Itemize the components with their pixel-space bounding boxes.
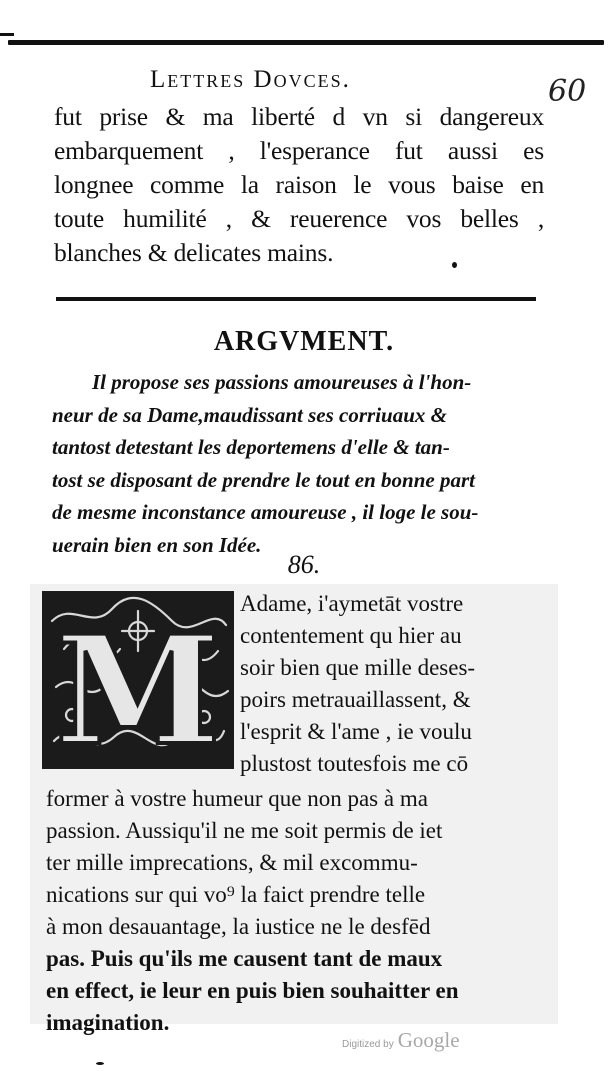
letter-text — [46, 783, 538, 1039]
argument-line: tost se disposant de prendre le tout en bonne part — [52, 467, 475, 492]
text-line: fut prise & ma liberté d vn si dangereux — [54, 102, 544, 131]
ornamental-initial-m — [42, 591, 234, 769]
text-line: blanches & delicates mains. — [54, 238, 334, 267]
letter-number: 86. — [287, 550, 321, 579]
dropcap-letter: M — [54, 603, 222, 769]
text-line: à mon desauantage, la iustice ne le desfēd — [46, 914, 431, 939]
text-line: poirs metrauaillassent, & — [240, 687, 471, 712]
text-line: l'esprit & l'ame , ie voulu — [240, 719, 472, 744]
text-line: Adame, i'aymetāt vostre — [240, 591, 464, 616]
argument-line: uerain bien en son Idée. — [52, 532, 262, 557]
top-rule — [8, 40, 604, 45]
argument-line: de mesme inconstance amoureuse , il loge le sou- — [52, 500, 479, 524]
text-line: pas. Puis qu'ils me causent tant de maux — [46, 946, 443, 971]
digitized-watermark — [342, 1028, 460, 1053]
text-line: en effect, ie leur en puis bien souhaitter en — [46, 978, 459, 1003]
argument-line: tantost detestant les deportemens d'elle & tan- — [52, 435, 450, 459]
text-line: longnee comme la raison le vous baise en — [54, 170, 544, 199]
text-line: imagination. — [46, 1010, 170, 1035]
watermark-prefix: Digitized by — [342, 1039, 394, 1050]
letter-text-beside-initial — [240, 588, 538, 780]
argument-line: Il propose ses passions amoureuses à l'hon- — [92, 370, 472, 394]
text-line: ter mille imprecations, & mil excommu- — [46, 850, 418, 875]
previous-letter-ending — [54, 100, 544, 270]
section-rule — [56, 297, 536, 301]
argument-line: neur de sa Dame,maudissant ses corriuaux & — [52, 402, 447, 427]
page-number: 60 — [548, 74, 587, 109]
watermark-brand: Google — [397, 1028, 460, 1052]
argument-heading: ARGVMENT. — [213, 326, 395, 357]
running-head: Lettres Dovces. — [150, 66, 351, 93]
text-line: embarquement , l'esperance fut aussi es — [54, 136, 544, 165]
ink-speck — [452, 262, 457, 268]
text-line: toute humilité , & reuerence vos belles , — [54, 204, 544, 233]
page-edge-mark — [0, 33, 14, 36]
ink-speck — [96, 1062, 104, 1065]
text-line: former à vostre humeur que non pas à ma — [46, 786, 428, 811]
text-line: passion. Aussiqu'il ne me soit permis de iet — [46, 818, 443, 843]
text-line: plustost toutesfois me cō — [240, 751, 469, 776]
text-line: contentement qu hier au — [240, 623, 462, 648]
text-line: soir bien que mille deses- — [240, 655, 476, 680]
text-line: nications sur qui vo⁹ la faict prendre telle — [46, 882, 426, 907]
argument-text — [52, 366, 538, 561]
